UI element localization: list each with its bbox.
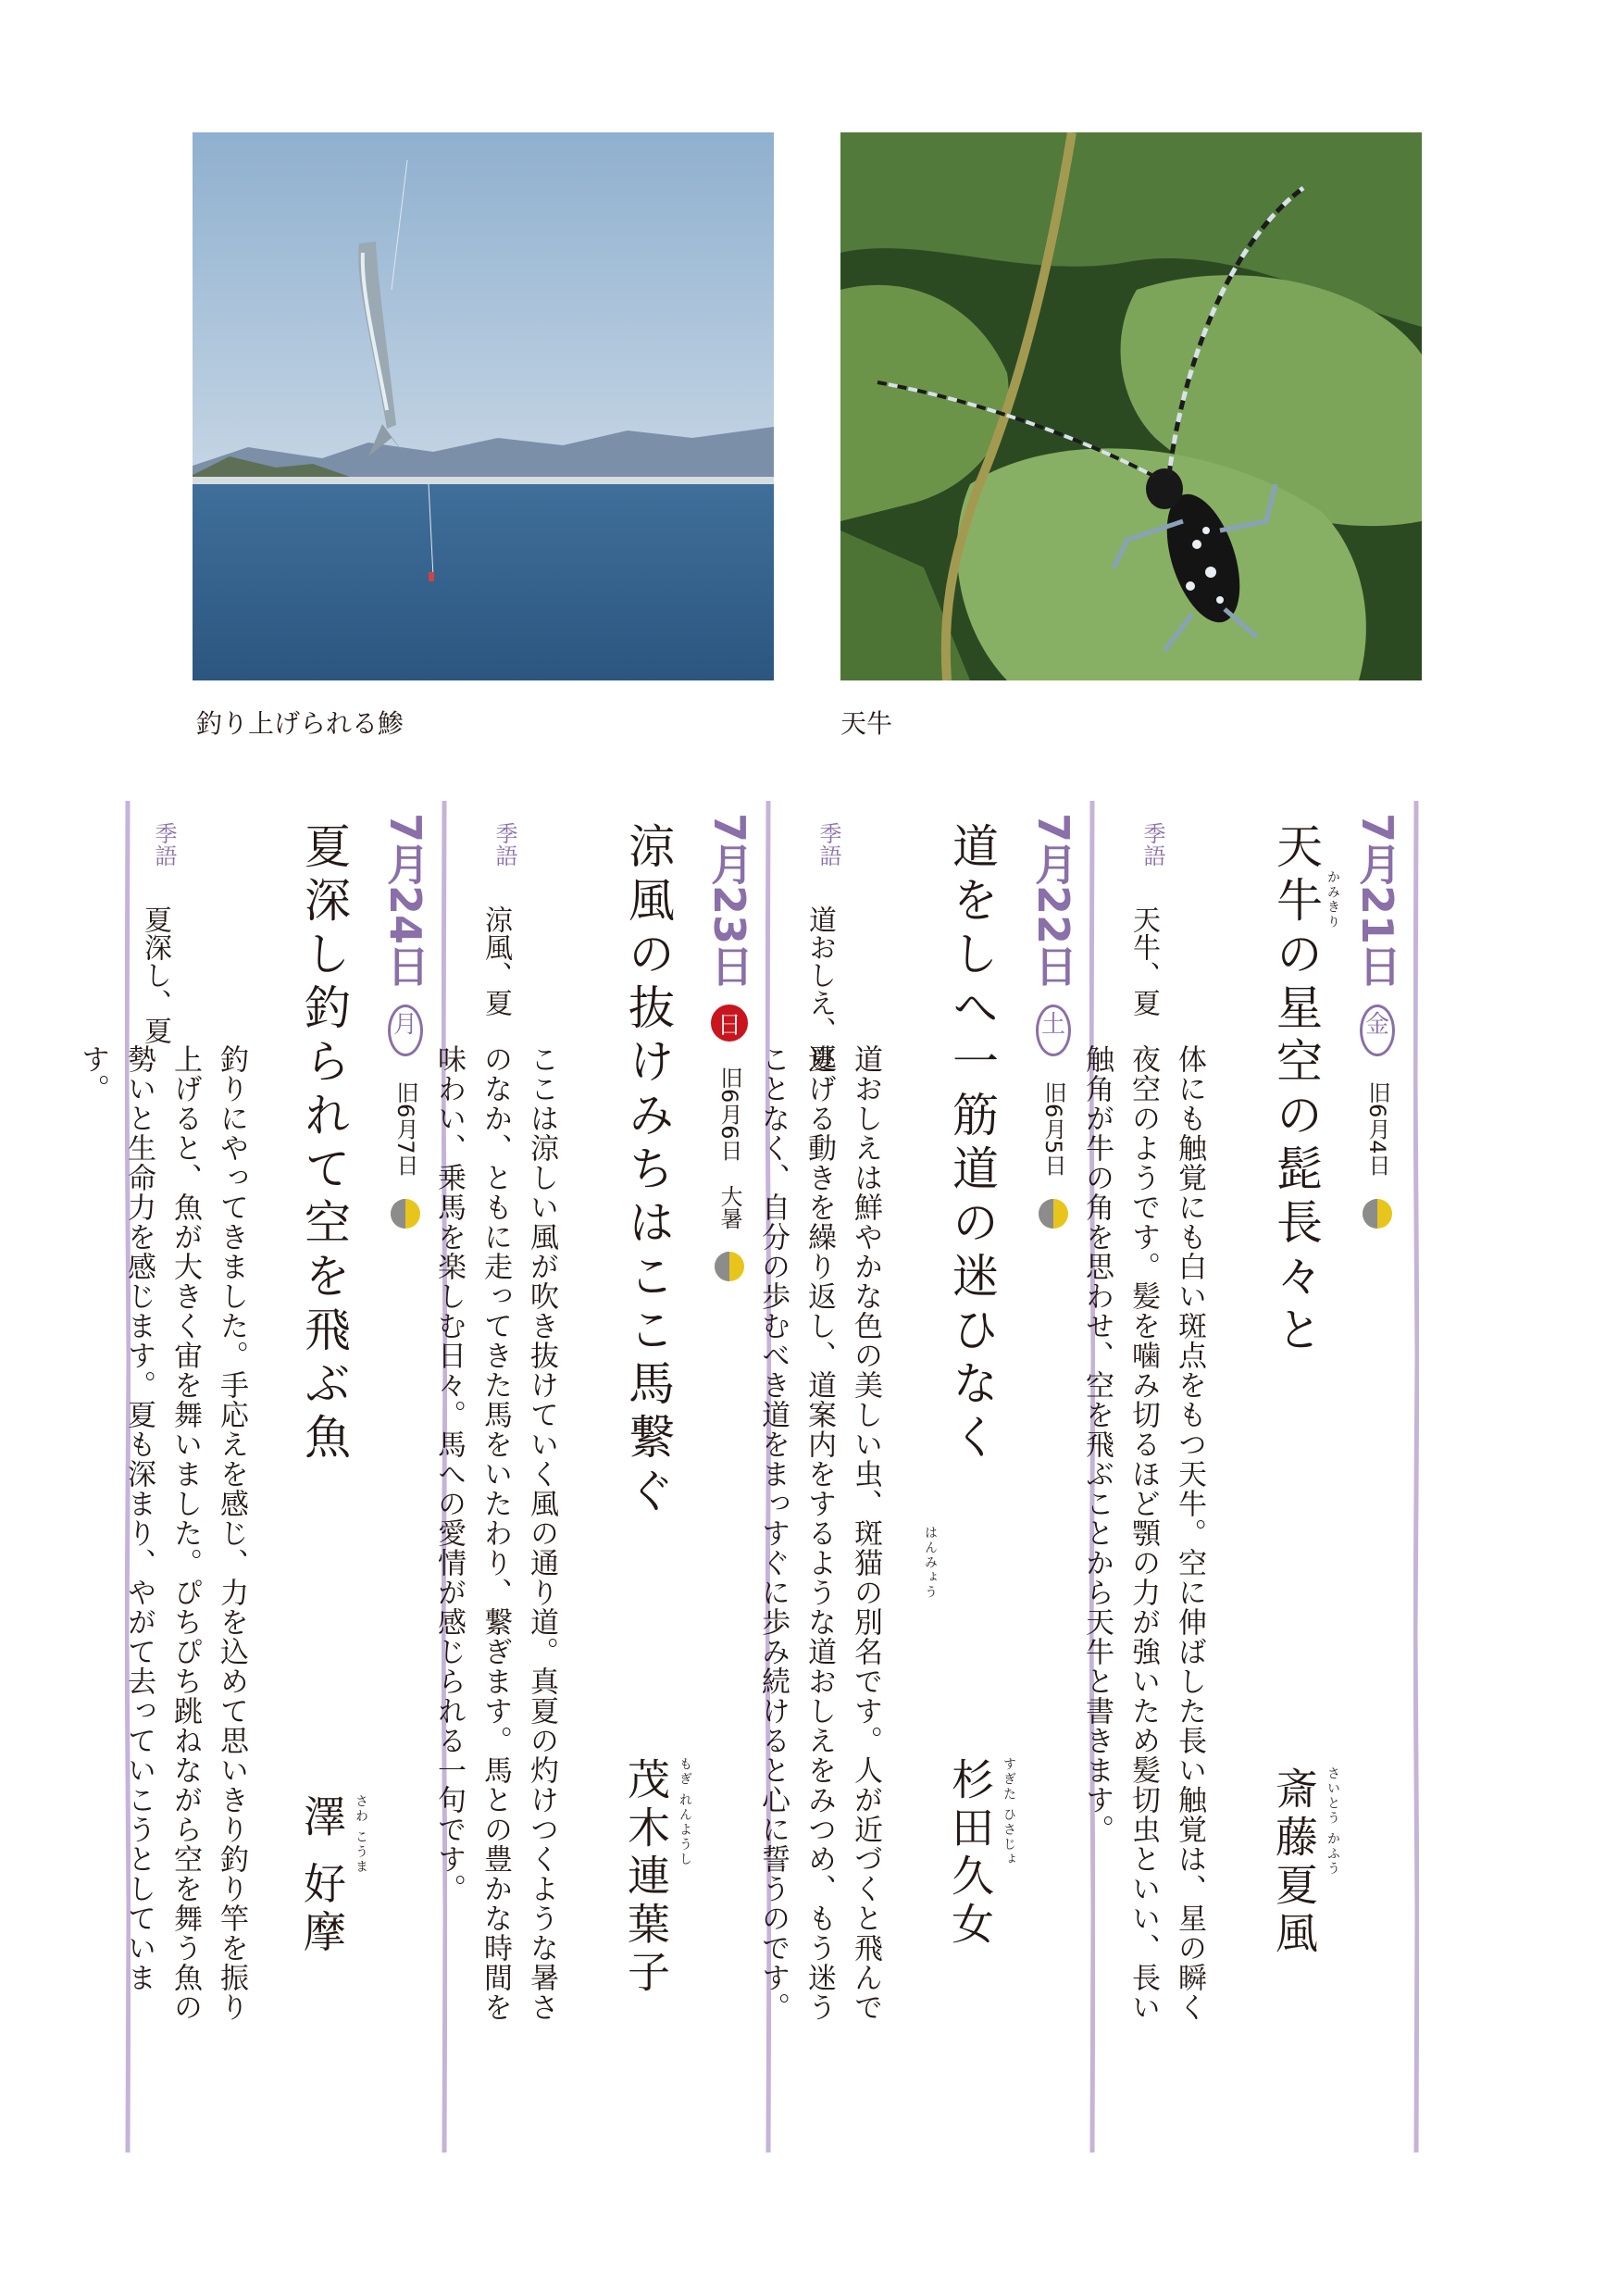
author-ruby: すぎた ひさじょ [1002, 1757, 1016, 1867]
author-name: 杉田久女 [945, 1757, 995, 1950]
entry-0724 [76, 813, 440, 2128]
old-calendar-date: 旧6月5日 [1040, 1081, 1066, 1177]
entry-0723 [432, 813, 764, 2128]
kigo-words: 夏深し、夏 [139, 905, 171, 1044]
kigo-label: 季語 [492, 822, 517, 867]
entry-date: 7月23日 [704, 813, 754, 988]
kigo-words: 天牛、夏 [1127, 905, 1160, 1017]
divider-line [1413, 801, 1419, 2152]
haiku-text: 涼風の抜けみちはここ馬繋ぐ [621, 822, 675, 1520]
moon-phase-icon [714, 1251, 745, 1282]
haiku-text: 道をしへ一筋道の迷ひなく [945, 822, 999, 1466]
day-of-week-badge: 土 [1036, 1004, 1071, 1056]
kigo-label: 季語 [1139, 822, 1165, 867]
photo-fish [193, 132, 774, 680]
entry-date: 7月21日 [1352, 813, 1402, 988]
haiku-text: 天牛の星空の髭長々と [1269, 822, 1323, 1359]
day-of-week-badge: 金 [1360, 1004, 1395, 1056]
author-ruby: もぎ れんようし [678, 1757, 692, 1867]
date-column [380, 813, 430, 1229]
haiku-text: 夏深し釣られて空を飛ぶ魚 [297, 822, 351, 1466]
kigo-words: 涼風、夏 [479, 905, 512, 1017]
photo-caption: 天牛 [840, 708, 893, 739]
solar-term: 大暑 [716, 1184, 742, 1229]
author-name: 澤 好摩 [297, 1794, 347, 1958]
moon-phase-icon [1362, 1198, 1393, 1229]
kigo-words: 道おしえ、夏 [803, 905, 836, 1072]
author-ruby: さいとう かふう [1326, 1766, 1340, 1877]
moon-phase-icon [390, 1198, 421, 1229]
photo-caption: 釣り上げられる鯵 [196, 708, 404, 739]
old-calendar-date: 旧6月4日 [1364, 1081, 1390, 1177]
moon-phase-icon [1038, 1198, 1069, 1229]
commentary-text: 体にも触覚にも白い斑点をもつ天牛。空に伸ばした長い触覚は、星の瞬く夜空のようです。髪を噛み切るほど顎の力が強いため髪切虫といい、長い触角が牛の角を思わせ、空を飛ぶことから天牛と書きます。 [1080, 1044, 1206, 2022]
commentary-text: 道おしえは鮮やかな色の美しい虫、斑猫の別名です。人が近づくと飛んで逃げる動きを繰り返し、道案内をするような道おしえをみつめ、もう迷うことなく、自分の歩むべき道をまっすぐに歩み続けると心に誓うのです。 [756, 1044, 882, 2022]
entry-0721 [1080, 813, 1412, 2128]
author-name: 斎藤夏風 [1269, 1766, 1319, 1959]
date-column [704, 813, 754, 1282]
old-calendar-date: 旧6月7日 [392, 1081, 418, 1177]
haiku-ruby: かみきり [1326, 870, 1340, 930]
entry-date: 7月24日 [380, 813, 430, 988]
author-name: 茂木連葉子 [621, 1757, 671, 1998]
day-of-week-badge: 月 [388, 1004, 423, 1056]
kigo-label: 季語 [151, 822, 177, 867]
commentary-text: ここは涼しい風が吹き抜けていく風の通り道。真夏の灼けつくような暑さのなか、ともに走ってきた馬をいたわり、繋ぎます。馬との豊かな時間を味わい、乗馬を楽しむ日々。馬への愛情が感じられる一句です。 [432, 1044, 558, 2022]
entry-0722 [756, 813, 1088, 2128]
author-ruby: さわ こうま [354, 1794, 368, 1875]
entry-date: 7月22日 [1028, 813, 1078, 988]
kigo-label: 季語 [815, 822, 841, 867]
day-of-week-badge: 日 [711, 1004, 748, 1042]
old-calendar-date: 旧6月6日 [716, 1067, 742, 1162]
date-column [1028, 813, 1078, 1229]
photo-beetle [840, 132, 1422, 680]
date-column [1352, 813, 1402, 1229]
body-ruby: はんみょう [923, 1526, 938, 1600]
commentary-text: 釣りにやってきました。手応えを感じ、力を込めて思いきり釣り竿を振り上げると、魚が大きく宙を舞いました。ぴちぴち跳ねながら空を舞う魚の勢いと生命力を感じます。夏も深まり、やがて去っていこうとしています。 [76, 1044, 248, 2022]
